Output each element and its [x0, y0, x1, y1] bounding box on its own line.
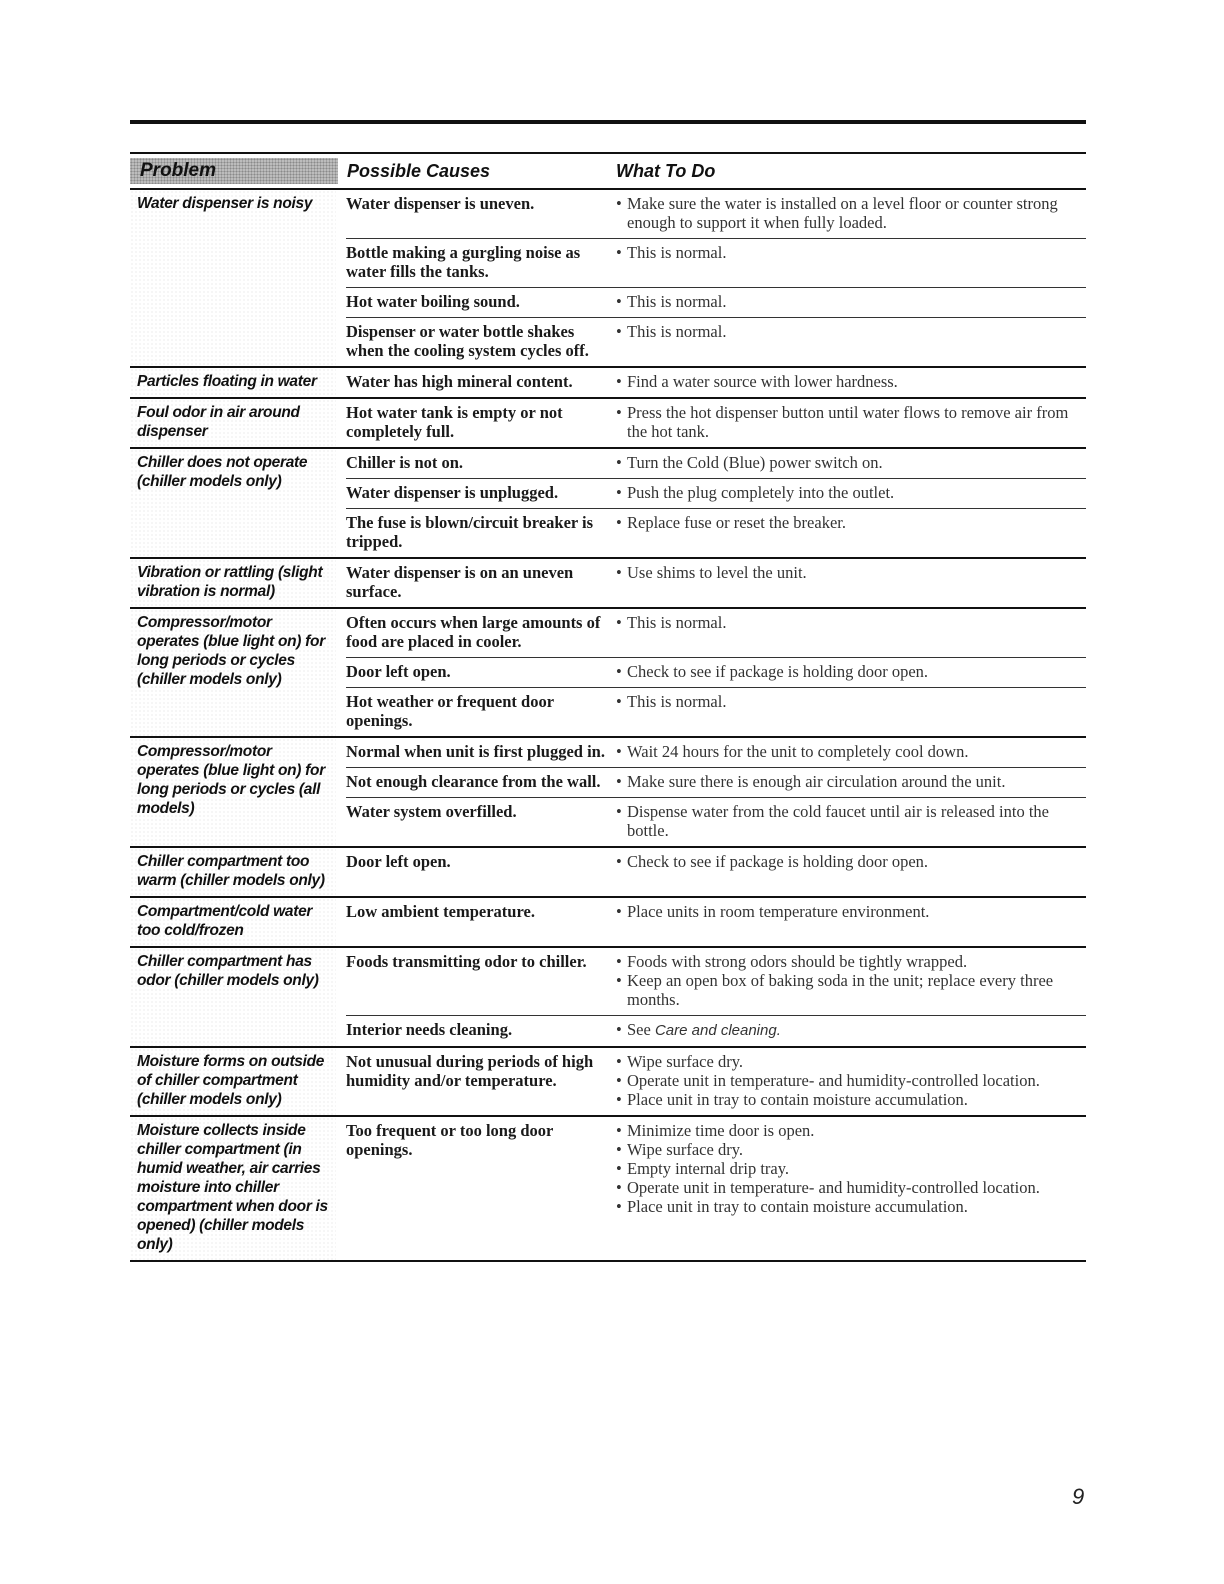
bullet-icon: •: [616, 662, 622, 681]
bullet-icon: •: [616, 453, 622, 472]
what-to-do: [616, 852, 1086, 871]
action-item: [616, 1159, 1086, 1178]
action-text: Push the plug completely into the outlet.: [627, 483, 895, 502]
action-item: [616, 372, 1086, 391]
possible-cause: Door left open.: [346, 662, 451, 681]
action-text: Place unit in tray to contain moisture accumulation.: [627, 1090, 968, 1109]
what-to-do: [616, 403, 1086, 441]
problem-group: [130, 397, 1086, 447]
problem-label: Compressor/motor operates (blue light on) for long periods or cycles (chiller models only): [130, 609, 336, 736]
action-item: [616, 952, 1086, 971]
header-problem: Problem: [130, 158, 338, 184]
what-to-do: [616, 1121, 1086, 1216]
action-item: [616, 852, 1086, 871]
what-to-do: [616, 613, 1086, 651]
troubleshooting-table: [130, 152, 1086, 1262]
bullet-icon: •: [616, 563, 622, 582]
cause-row: [346, 657, 1086, 687]
problem-label: Compressor/motor operates (blue light on) for long periods or cycles (all models): [130, 738, 336, 846]
action-text: Minimize time door is open.: [627, 1121, 815, 1140]
action-text: This is normal.: [627, 613, 727, 632]
possible-cause: Often occurs when large amounts of food are placed in cooler.: [346, 613, 601, 651]
action-text: Empty internal drip tray.: [627, 1159, 790, 1178]
bullet-icon: •: [616, 772, 622, 791]
what-to-do: [616, 322, 1086, 360]
cause-row: [346, 399, 1086, 447]
bullet-icon: •: [616, 292, 622, 311]
problem-label: Chiller compartment too warm (chiller models only): [130, 848, 336, 896]
problem-label: Moisture collects inside chiller compartment (in humid weather, air carries moisture into chiller compartment when door is opened) (chiller models only): [130, 1117, 336, 1260]
action-text: Press the hot dispenser button until water flows to remove air from the hot tank.: [627, 403, 1069, 441]
action-item: [616, 1052, 1086, 1071]
bullet-icon: •: [616, 322, 622, 341]
action-item: [616, 971, 1086, 1009]
problem-group: [130, 557, 1086, 607]
problem-groups: [130, 188, 1086, 1260]
cause-rows: [336, 738, 1086, 846]
bullet-icon: •: [616, 902, 622, 921]
bottom-rule: [130, 1260, 1086, 1262]
bullet-icon: •: [616, 513, 622, 532]
what-to-do: [616, 662, 1086, 681]
cause-rows: [336, 1048, 1086, 1115]
problem-group: [130, 1046, 1086, 1115]
bullet-icon: •: [616, 194, 622, 213]
cause-row: [346, 508, 1086, 557]
bullet-icon: •: [616, 613, 622, 632]
what-to-do: [616, 372, 1086, 391]
cause-rows: [336, 1117, 1086, 1260]
action-item: [616, 1197, 1086, 1216]
action-text: Make sure there is enough air circulation around the unit.: [627, 772, 1006, 791]
problem-group: [130, 736, 1086, 846]
cause-row: [346, 898, 1086, 927]
what-to-do: [616, 243, 1086, 281]
action-text: Keep an open box of baking soda in the unit; replace every three months.: [627, 971, 1054, 1009]
action-item: [616, 243, 1086, 262]
action-text: Check to see if package is holding door open.: [627, 852, 929, 871]
bullet-icon: •: [616, 483, 622, 502]
possible-cause: Normal when unit is first plugged in.: [346, 742, 605, 761]
possible-cause: Too frequent or too long door openings.: [346, 1121, 554, 1159]
cause-rows: [336, 368, 1086, 397]
what-to-do: [616, 483, 1086, 502]
possible-cause: Hot water tank is empty or not completely full.: [346, 403, 563, 441]
action-item: [616, 1020, 1086, 1040]
action-item: [616, 1090, 1086, 1109]
possible-cause: Water has high mineral content.: [346, 372, 573, 391]
problem-label: Chiller does not operate (chiller models only): [130, 449, 336, 557]
action-text: Place units in room temperature environment.: [627, 902, 930, 921]
action-text: Wait 24 hours for the unit to completely cool down.: [627, 742, 969, 761]
action-item: [616, 292, 1086, 311]
action-text: Wipe surface dry.: [627, 1052, 743, 1071]
action-text: Place unit in tray to contain moisture accumulation.: [627, 1197, 968, 1216]
possible-cause: Foods transmitting odor to chiller.: [346, 952, 587, 971]
what-to-do: [616, 902, 1086, 921]
cause-row: [346, 287, 1086, 317]
bullet-icon: •: [616, 243, 622, 262]
action-text: Find a water source with lower hardness.: [627, 372, 898, 391]
possible-cause: Water dispenser is uneven.: [346, 194, 535, 213]
cause-rows: [336, 898, 1086, 946]
action-text: Make sure the water is installed on a level floor or counter strong enough to support it when fully loaded.: [627, 194, 1058, 232]
action-item: [616, 563, 1086, 582]
action-item: [616, 483, 1086, 502]
action-text: Operate unit in temperature- and humidity-controlled location.: [627, 1071, 1040, 1090]
cause-row: [346, 767, 1086, 797]
bullet-icon: •: [616, 403, 622, 422]
cause-rows: [336, 848, 1086, 896]
bullet-icon: •: [616, 952, 622, 971]
problem-label: Vibration or rattling (slight vibration is normal): [130, 559, 336, 607]
section-reference: Care and cleaning.: [654, 1022, 781, 1039]
bullet-icon: •: [616, 802, 622, 821]
action-text: See: [627, 1020, 655, 1039]
action-item: [616, 802, 1086, 840]
action-item: [616, 1071, 1086, 1090]
action-text: This is normal.: [627, 292, 727, 311]
possible-cause: Hot water boiling sound.: [346, 292, 520, 311]
bullet-icon: •: [616, 742, 622, 761]
action-item: [616, 742, 1086, 761]
action-item: [616, 194, 1086, 232]
problem-label: Moisture forms on outside of chiller compartment (chiller models only): [130, 1048, 336, 1115]
bullet-icon: •: [616, 971, 622, 990]
bullet-icon: •: [616, 1090, 622, 1109]
action-text: This is normal.: [627, 243, 727, 262]
action-item: [616, 453, 1086, 472]
problem-label: Compartment/cold water too cold/frozen: [130, 898, 336, 946]
possible-cause: Dispenser or water bottle shakes when the cooling system cycles off.: [346, 322, 589, 360]
action-text: This is normal.: [627, 322, 727, 341]
bullet-icon: •: [616, 1071, 622, 1090]
possible-cause: Door left open.: [346, 852, 451, 871]
cause-rows: [336, 559, 1086, 607]
what-to-do: [616, 1020, 1086, 1040]
what-to-do: [616, 772, 1086, 791]
action-item: [616, 1121, 1086, 1140]
cause-row: [346, 317, 1086, 366]
action-text: Wipe surface dry.: [627, 1140, 743, 1159]
cause-row: [346, 1015, 1086, 1046]
cause-row: [346, 738, 1086, 767]
cause-rows: [336, 449, 1086, 557]
header-possible-causes: Possible Causes: [347, 161, 491, 181]
cause-row: [346, 848, 1086, 877]
cause-row: [346, 687, 1086, 736]
action-text: Replace fuse or reset the breaker.: [627, 513, 846, 532]
problem-group: [130, 946, 1086, 1046]
what-to-do: [616, 952, 1086, 1009]
problem-group: [130, 846, 1086, 896]
action-text: Turn the Cold (Blue) power switch on.: [627, 453, 883, 472]
possible-cause: Low ambient temperature.: [346, 902, 535, 921]
table-header: [130, 152, 1086, 188]
what-to-do: [616, 292, 1086, 311]
cause-row: [346, 948, 1086, 1015]
action-text: Foods with strong odors should be tightly wrapped.: [627, 952, 968, 971]
bullet-icon: •: [616, 1140, 622, 1159]
cause-row: [346, 1048, 1086, 1115]
cause-row: [346, 449, 1086, 478]
what-to-do: [616, 692, 1086, 730]
bullet-icon: •: [616, 1121, 622, 1140]
what-to-do: [616, 194, 1086, 232]
action-item: [616, 1140, 1086, 1159]
cause-row: [346, 190, 1086, 238]
cause-row: [346, 797, 1086, 846]
bullet-icon: •: [616, 1178, 622, 1197]
action-item: [616, 902, 1086, 921]
problem-label: Water dispenser is noisy: [130, 190, 336, 366]
action-item: [616, 613, 1086, 632]
possible-cause: Chiller is not on.: [346, 453, 464, 472]
action-text: Check to see if package is holding door open.: [627, 662, 929, 681]
what-to-do: [616, 802, 1086, 840]
what-to-do: [616, 742, 1086, 761]
action-item: [616, 1178, 1086, 1197]
action-item: [616, 403, 1086, 441]
possible-cause: Interior needs cleaning.: [346, 1020, 513, 1039]
bullet-icon: •: [616, 852, 622, 871]
possible-cause: The fuse is blown/circuit breaker is tripped.: [346, 513, 594, 551]
action-text: Operate unit in temperature- and humidity-controlled location.: [627, 1178, 1040, 1197]
page-number: 9: [1072, 1484, 1085, 1509]
problem-group: [130, 896, 1086, 946]
possible-cause: Not unusual during periods of high humidity and/or temperature.: [346, 1052, 594, 1090]
cause-row: [346, 478, 1086, 508]
problem-label: Chiller compartment has odor (chiller models only): [130, 948, 336, 1046]
action-item: [616, 513, 1086, 532]
bullet-icon: •: [616, 1052, 622, 1071]
possible-cause: Water dispenser is on an uneven surface.: [346, 563, 574, 601]
problem-group: [130, 447, 1086, 557]
what-to-do: [616, 1052, 1086, 1109]
bullet-icon: •: [616, 1020, 622, 1039]
bullet-icon: •: [616, 692, 622, 711]
what-to-do: [616, 513, 1086, 551]
action-text: This is normal.: [627, 692, 727, 711]
cause-rows: [336, 609, 1086, 736]
possible-cause: Water system overfilled.: [346, 802, 517, 821]
action-item: [616, 772, 1086, 791]
action-item: [616, 662, 1086, 681]
bullet-icon: •: [616, 1159, 622, 1178]
problem-label: Foul odor in air around dispenser: [130, 399, 336, 447]
action-item: [616, 322, 1086, 341]
possible-cause: Not enough clearance from the wall.: [346, 772, 601, 791]
cause-row: [346, 609, 1086, 657]
possible-cause: Hot weather or frequent door openings.: [346, 692, 554, 730]
cause-row: [346, 238, 1086, 287]
problem-group: [130, 366, 1086, 397]
problem-group: [130, 607, 1086, 736]
bullet-icon: •: [616, 372, 622, 391]
cause-rows: [336, 399, 1086, 447]
top-rule: [130, 120, 1086, 124]
action-item: [616, 692, 1086, 711]
bullet-icon: •: [616, 1197, 622, 1216]
what-to-do: [616, 453, 1086, 472]
cause-rows: [336, 190, 1086, 366]
possible-cause: Water dispenser is unplugged.: [346, 483, 559, 502]
problem-label: Particles floating in water: [130, 368, 336, 397]
what-to-do: [616, 563, 1086, 601]
problem-group: [130, 188, 1086, 366]
action-text: Dispense water from the cold faucet until air is released into the bottle.: [627, 802, 1049, 840]
cause-row: [346, 559, 1086, 607]
action-text: Use shims to level the unit.: [627, 563, 807, 582]
cause-row: [346, 1117, 1086, 1222]
header-what-to-do: What To Do: [616, 161, 716, 181]
possible-cause: Bottle making a gurgling noise as water fills the tanks.: [346, 243, 581, 281]
cause-row: [346, 368, 1086, 397]
cause-rows: [336, 948, 1086, 1046]
problem-group: [130, 1115, 1086, 1260]
